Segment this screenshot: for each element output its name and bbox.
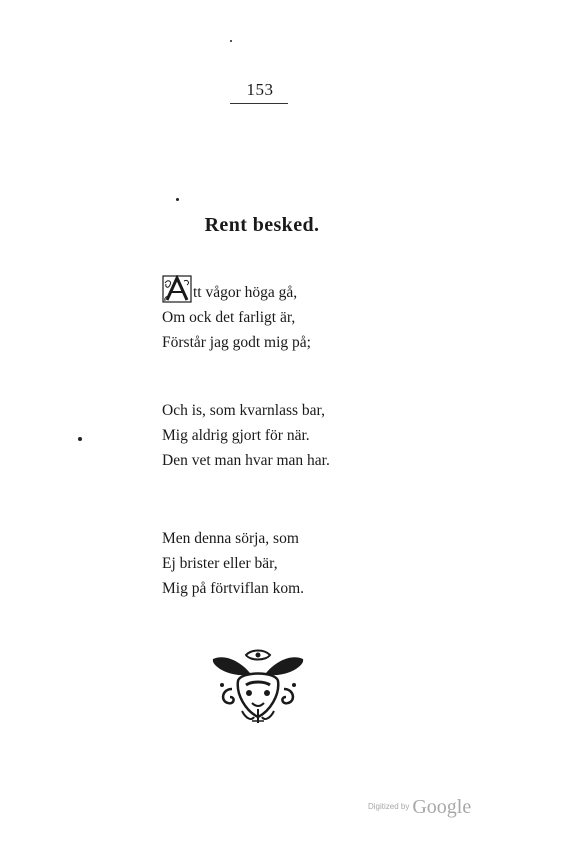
poem-line: Om ock det farligt är, bbox=[162, 309, 296, 326]
tailpiece-ornament-graphic bbox=[208, 645, 308, 725]
poem-line: Ej brister eller bär, bbox=[162, 555, 278, 572]
ink-speck bbox=[176, 198, 179, 201]
poem-line bbox=[162, 275, 311, 305]
ink-speck bbox=[230, 40, 232, 42]
poem-title bbox=[0, 214, 562, 237]
digitized-by-watermark bbox=[368, 796, 471, 819]
watermark-brand: Google bbox=[412, 796, 472, 818]
decorated-initial-graphic bbox=[162, 275, 192, 303]
watermark-prefix: Digitized by bbox=[368, 802, 410, 811]
poem-line: Förstår jag godt mig på; bbox=[162, 334, 311, 351]
ink-speck bbox=[78, 437, 82, 441]
tailpiece-ornament-icon bbox=[208, 645, 308, 725]
stanza-1 bbox=[162, 275, 311, 355]
poem-line: Mig aldrig gjort för när. bbox=[162, 427, 310, 444]
poem-line: Den vet man hvar man har. bbox=[162, 452, 330, 469]
poem-line: Mig på förtviflan kom. bbox=[162, 580, 305, 597]
poem-line: Och is, som kvarnlass bar, bbox=[162, 402, 325, 419]
poem-line-text: tt vågor höga gå, bbox=[193, 284, 298, 301]
decorated-initial-icon bbox=[162, 275, 192, 303]
stanza-3 bbox=[162, 526, 304, 601]
page-number: 153 bbox=[246, 80, 274, 99]
poem-title-text: Rent besked. bbox=[204, 214, 320, 236]
stanza-2 bbox=[162, 398, 330, 473]
page-number-rule bbox=[230, 103, 288, 104]
poem-line: Men denna sörja, som bbox=[162, 530, 299, 547]
